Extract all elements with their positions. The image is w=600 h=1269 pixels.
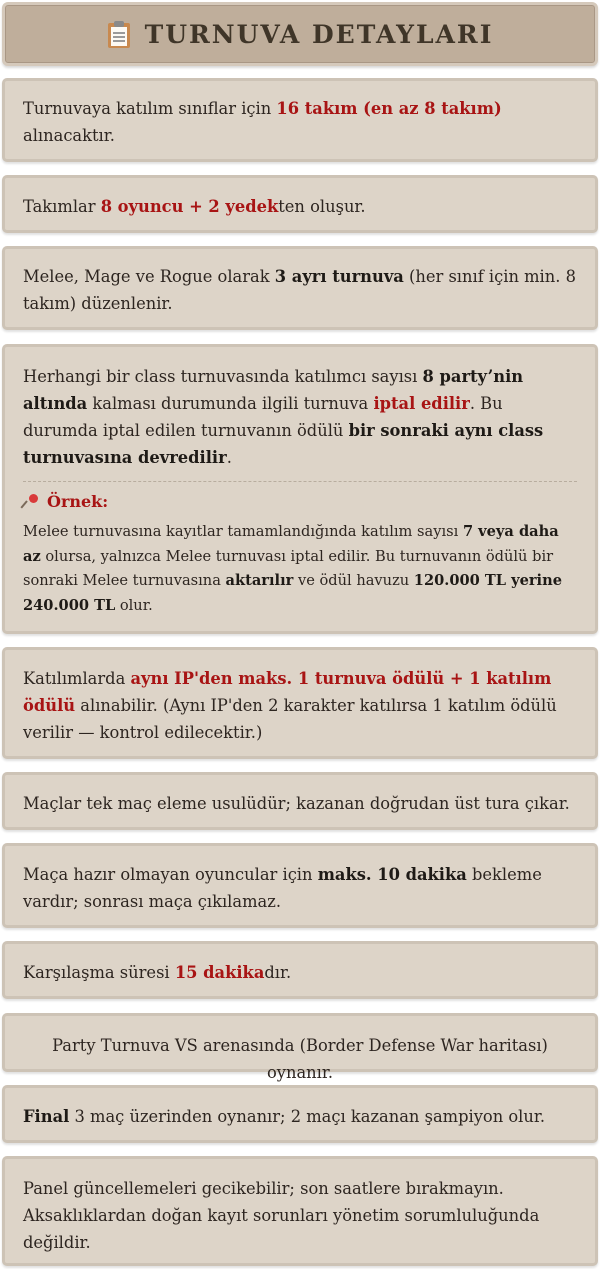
pushpin-icon: [23, 494, 39, 510]
rule-card: [2, 772, 598, 830]
example-text: Melee turnuvasına kayıtlar tamamlandığında katılım sayısı 7 veya daha az olursa, yalnızca Melee turnuvası iptal edilir. Bu turnuvanın ödülü bir sonraki Melee turnuvasına aktarılır ve ödül havuzu 120.000 TL yerine 240.000 TL olur.: [23, 523, 562, 614]
divider: [23, 481, 577, 482]
rule-card: [2, 1013, 598, 1082]
rule-card: [2, 647, 598, 759]
rule-card: [2, 941, 598, 999]
rule-card: [2, 1085, 598, 1143]
rule-text: Katılımlarda aynı IP'den maks. 1 turnuva ödülü + 1 katılım ödülü alınabilir. (Aynı IP'den 2 karakter katılırsa 1 katılım ödülü verilir — kontrol edilecektir.): [23, 669, 557, 742]
rule-card: [2, 246, 598, 330]
rule-text: Turnuvaya katılım sınıflar için 16 takım (en az 8 takım) alınacaktır.: [23, 99, 502, 145]
page-header: [2, 2, 598, 66]
rule-text: Party Turnuva VS arenasında (Border Defense War haritası) oynanır.: [52, 1036, 548, 1082]
rule-text: Melee, Mage ve Rogue olarak 3 ayrı turnuva (her sınıf için min. 8 takım) düzenlenir.: [23, 267, 576, 313]
rule-text: Herhangi bir class turnuvasında katılımcı sayısı 8 party’nin altında kalması durumunda ilgili turnuva iptal edilir. Bu durumda iptal edilen turnuvanın ödülü bir sonraki aynı class turnuvasına devredilir.: [23, 367, 544, 467]
rule-text: Final 3 maç üzerinden oynanır; 2 maçı kazanan şampiyon olur.: [23, 1107, 546, 1126]
rule-text: Maçlar tek maç eleme usulüdür; kazanan doğrudan üst tura çıkar.: [23, 794, 570, 813]
rule-card: [2, 843, 598, 928]
rule-card-with-example: [2, 344, 598, 634]
rule-text: Maça hazır olmayan oyuncular için maks. 10 dakika bekleme vardır; sonrası maça çıkılamaz.: [23, 865, 542, 911]
example-heading: [23, 490, 577, 514]
clipboard-icon: [107, 20, 131, 48]
rule-text: Takımlar 8 oyuncu + 2 yedekten oluşur.: [23, 197, 366, 216]
page-title: TURNUVA DETAYLARI: [144, 19, 494, 49]
rule-card: [2, 1156, 598, 1266]
rule-text: Panel güncellemeleri gecikebilir; son saatlere bırakmayın. Aksaklıklardan doğan kayıt sorunları yönetim sorumluluğunda değildir.: [23, 1179, 540, 1252]
example-label: Örnek:: [47, 492, 109, 511]
rule-card: [2, 78, 598, 162]
rule-card: [2, 175, 598, 233]
rule-text: Karşılaşma süresi 15 dakikadır.: [23, 963, 292, 982]
